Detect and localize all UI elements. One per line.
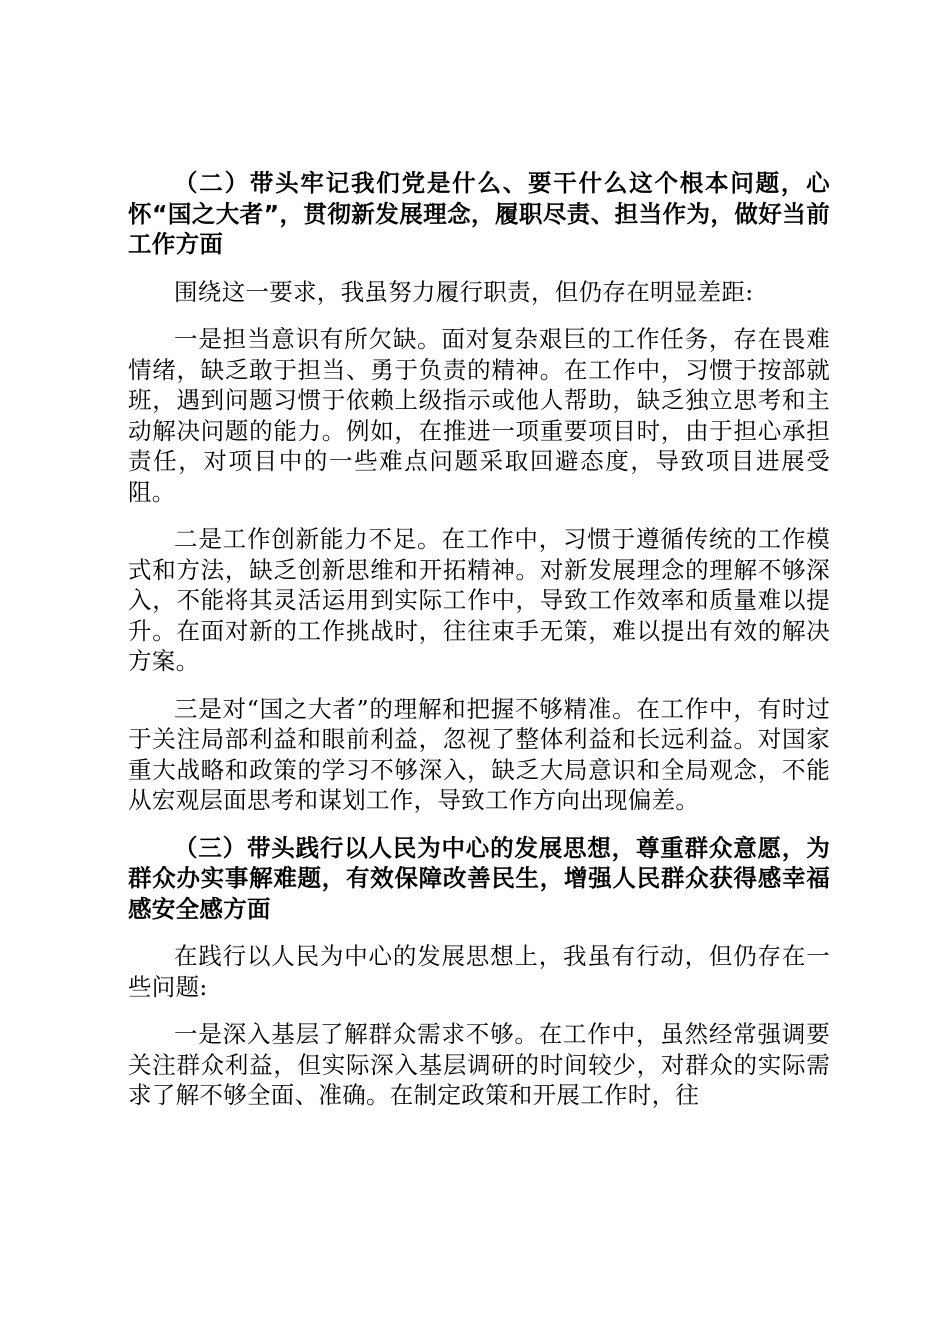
document-page [128,168,830,1128]
issue-paragraph-2: 二是工作创新能力不足。在工作中，习惯于遵循传统的工作模式和方法，缺乏创新思维和开拓精神。对新发展理念的理解不够深入，不能将其灵活运用到实际工作中，导致工作效率和质量难以提升。在面对新的工作挑战时，往往束手无策，难以提出有效的解决方案。 [128,525,830,675]
issue-paragraph-3: 三是对“国之大者”的理解和把握不够精准。在工作中，有时过于关注局部利益和眼前利益，忽视了整体利益和长远利益。对国家重大战略和政策的学习不够深入，缺乏大局意识和全局观念，不能从宏观层面思考和谋划工作，导致工作方向出现偏差。 [128,694,830,814]
section-heading-3: （三）带头践行以人民为中心的发展思想，尊重群众意愿，为群众办实事解难题，有效保障改善民生，增强人民群众获得感幸福感安全感方面 [128,833,830,923]
intro-paragraph-2: 在践行以人民为中心的发展思想上，我虽有行动，但仍存在一些问题: [128,942,830,1001]
section-heading-2: （二）带头牢记我们党是什么、要干什么这个根本问题，心怀“国之大者”，贯彻新发展理念，履职尽责、担当作为，做好当前工作方面 [128,169,830,258]
issue-paragraph-1: 一是担当意识有所欠缺。面对复杂艰巨的工作任务，存在畏难情绪，缺乏敢于担当、勇于负责的精神。在工作中，习惯于按部就班，遇到问题习惯于依赖上级指示或他人帮助，缺乏独立思考和主动解决问题的能力。例如，在推进一项重要项目时，由于担心承担责任，对项目中的一些难点问题采取回避态度，导致项目进展受阻。 [128,325,830,506]
issue-paragraph-4: 一是深入基层了解群众需求不够。在工作中，虽然经常强调要关注群众利益，但实际深入基层调研的时间较少，对群众的实际需求了解不够全面、准确。在制定政策和开展工作时，往 [128,1020,830,1109]
intro-paragraph: 围绕这一要求，我虽努力履行职责，但仍存在明显差距: [174,277,754,306]
